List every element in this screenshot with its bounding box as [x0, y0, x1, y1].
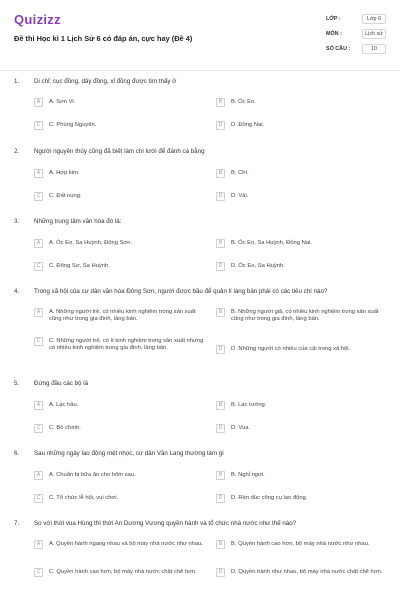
question-number: 1.	[14, 78, 20, 85]
option-text: A. Lạc hầu.	[49, 402, 79, 408]
option-text: A. Sơn Vi.	[49, 99, 76, 105]
option-letter-box: A	[34, 540, 43, 549]
option-letter-box: A	[34, 98, 43, 107]
option-d[interactable]	[216, 119, 391, 135]
option-text: B. Óc Eo, Sa Huỳnh, Đồng Nai.	[231, 240, 312, 246]
option-letter-box: D	[216, 568, 225, 577]
option-d[interactable]	[216, 260, 391, 276]
meta-count	[326, 44, 388, 56]
meta-class	[326, 14, 388, 26]
option-c[interactable]	[34, 260, 204, 276]
option-letter-box: D	[216, 192, 225, 201]
option-a[interactable]	[34, 237, 204, 253]
option-text: D. Óc Eo, Sa Huỳnh.	[231, 263, 285, 269]
option-letter-box: B	[216, 98, 225, 107]
option-d[interactable]	[216, 343, 391, 371]
option-letter-box: D	[216, 262, 225, 271]
option-text: D. Đồng Nai.	[231, 122, 265, 128]
option-d[interactable]	[216, 422, 391, 438]
option-text: C. Quyền hành cao hơn, bộ máy nhà nước chặt chẽ hơn.	[49, 569, 197, 575]
option-text: B. Chì.	[231, 170, 249, 176]
option-c[interactable]	[34, 492, 204, 508]
option-letter-box: D	[216, 345, 225, 354]
question-text: Những trung tâm văn hóa đó là:	[34, 218, 122, 225]
option-d[interactable]	[216, 190, 391, 206]
question-text: Trong xã hội của cư dân văn hóa Đông Sơn, người được bầu để quản lí làng bản phải có các tiêu chí nào?	[34, 288, 328, 295]
option-a[interactable]	[34, 167, 204, 183]
option-text: C. Đông Sơ, Sa Huỳnh.	[49, 263, 110, 269]
option-b[interactable]	[216, 469, 391, 485]
option-letter-box: B	[216, 239, 225, 248]
option-text: A. Óc Eo, Sa Huỳnh, Đông Sơn.	[49, 240, 133, 246]
meta-subject-value: Lịch sử	[362, 29, 386, 39]
option-c[interactable]	[34, 335, 204, 363]
option-text: C. Tổ chức lễ hội, vui chơi.	[49, 495, 119, 501]
option-letter-box: B	[216, 471, 225, 480]
question-number: 5.	[14, 380, 20, 387]
option-letter-box: C	[34, 337, 43, 346]
option-text: D. Vua.	[231, 425, 251, 431]
question-text: Người nguyên thủy cũng đã biết làm chì lưới để đánh cá bằng	[34, 148, 205, 155]
option-a[interactable]	[34, 538, 204, 566]
option-text: C. Bồ chính.	[49, 425, 81, 431]
option-text: B. Lạc tướng.	[231, 402, 267, 408]
option-a[interactable]	[34, 96, 204, 112]
option-letter-box: B	[216, 308, 225, 317]
option-text: A. Quyền hành ngang nhau và bộ máy nhà nước như nhau.	[49, 541, 204, 547]
option-letter-box: D	[216, 424, 225, 433]
option-letter-box: A	[34, 239, 43, 248]
option-letter-box: A	[34, 471, 43, 480]
question-number: 4.	[14, 288, 20, 295]
option-b[interactable]	[216, 538, 391, 566]
option-text: A. Những người trẻ, có nhiều kinh nghiệm trong sản xuất cũng như trong gia đình, làng bản.	[49, 309, 196, 323]
meta-class-value: Lớp 6	[362, 14, 386, 24]
option-text: B. Những người giả, có nhiều kinh nghiệm trong sản xuất cũng như trong gia đình, làng bản.	[231, 309, 379, 323]
question-text: Đứng đầu các bộ là	[34, 380, 89, 387]
option-text: C. Đất nung.	[49, 193, 82, 199]
option-letter-box: B	[216, 401, 225, 410]
meta-subject	[326, 29, 388, 41]
header-divider	[0, 70, 400, 71]
option-text: D. Những người có nhiều của cải trong xã hội.	[231, 346, 351, 352]
option-d[interactable]	[216, 492, 391, 508]
meta-count-label: SỐ CÂU :	[326, 46, 351, 52]
option-letter-box: C	[34, 262, 43, 271]
question-number: 2.	[14, 148, 20, 155]
question-number: 3.	[14, 218, 20, 225]
question-number: 6.	[14, 450, 20, 457]
option-text: C. Phùng Nguyên.	[49, 122, 97, 128]
option-b[interactable]	[216, 237, 391, 253]
option-letter-box: D	[216, 121, 225, 130]
page-title: Đề thi Học kì 1 Lịch Sử 6 có đáp án, cực hay (Đề 4)	[14, 34, 193, 43]
question-text: Sau những ngày lao động mệt nhọc, cư dân Văn Lang thường làm gì	[34, 450, 224, 457]
option-a[interactable]	[34, 399, 204, 415]
option-a[interactable]	[34, 306, 204, 334]
option-letter-box: B	[216, 540, 225, 549]
question-number: 7.	[14, 520, 20, 527]
option-text: B. Nghỉ ngơi.	[231, 472, 265, 478]
option-c[interactable]	[34, 190, 204, 206]
option-text: A. Chuẩn bị bữa ăn cho hôm sau.	[49, 472, 136, 478]
option-b[interactable]	[216, 167, 391, 183]
option-b[interactable]	[216, 399, 391, 415]
option-b[interactable]	[216, 306, 391, 334]
option-text: B. Óc Eo.	[231, 99, 256, 105]
option-a[interactable]	[34, 469, 204, 485]
option-letter-box: D	[216, 494, 225, 503]
question-text: So với thời vua Hùng thì thời An Dương Vương quyền hành và tổ chức nhà nước như thế nào?	[34, 520, 297, 527]
option-text: D. Quyền hành như nhau, bộ máy nhà nước chặt chẽ hơn.	[231, 569, 383, 575]
option-c[interactable]	[34, 422, 204, 438]
option-letter-box: A	[34, 169, 43, 178]
option-letter-box: A	[34, 308, 43, 317]
option-c[interactable]	[34, 566, 204, 594]
meta-subject-label: MÔN :	[326, 31, 342, 37]
option-text: D. Rèn đúc công cụ lao động.	[231, 495, 308, 501]
option-letter-box: C	[34, 121, 43, 130]
worksheet-header	[0, 0, 400, 72]
meta-count-value: 10	[362, 44, 386, 54]
option-letter-box: C	[34, 494, 43, 503]
option-letter-box: C	[34, 568, 43, 577]
option-d[interactable]	[216, 566, 391, 594]
option-letter-box: C	[34, 192, 43, 201]
option-letter-box: C	[34, 424, 43, 433]
question-text: Di chỉ: cục đồng, dây đồng, xỉ đồng được tìm thấy ở	[34, 78, 177, 85]
option-letter-box: B	[216, 169, 225, 178]
option-b[interactable]	[216, 96, 391, 112]
option-c[interactable]	[34, 119, 204, 135]
option-text: C. Những người trẻ, có ít kinh nghiệm trong sản xuất nhưng có nhiều kinh nghiệm trong gia đình, làng bản.	[49, 338, 204, 352]
meta-class-label: LỚP :	[326, 16, 341, 22]
quizizz-logo: Quizizz	[14, 12, 61, 27]
option-text: B. Quyền hành cao hơn, bộ máy nhà nước như nhau.	[231, 541, 370, 547]
option-letter-box: A	[34, 401, 43, 410]
option-text: D. Vải.	[231, 193, 249, 199]
option-text: A. Hợp kim.	[49, 170, 80, 176]
